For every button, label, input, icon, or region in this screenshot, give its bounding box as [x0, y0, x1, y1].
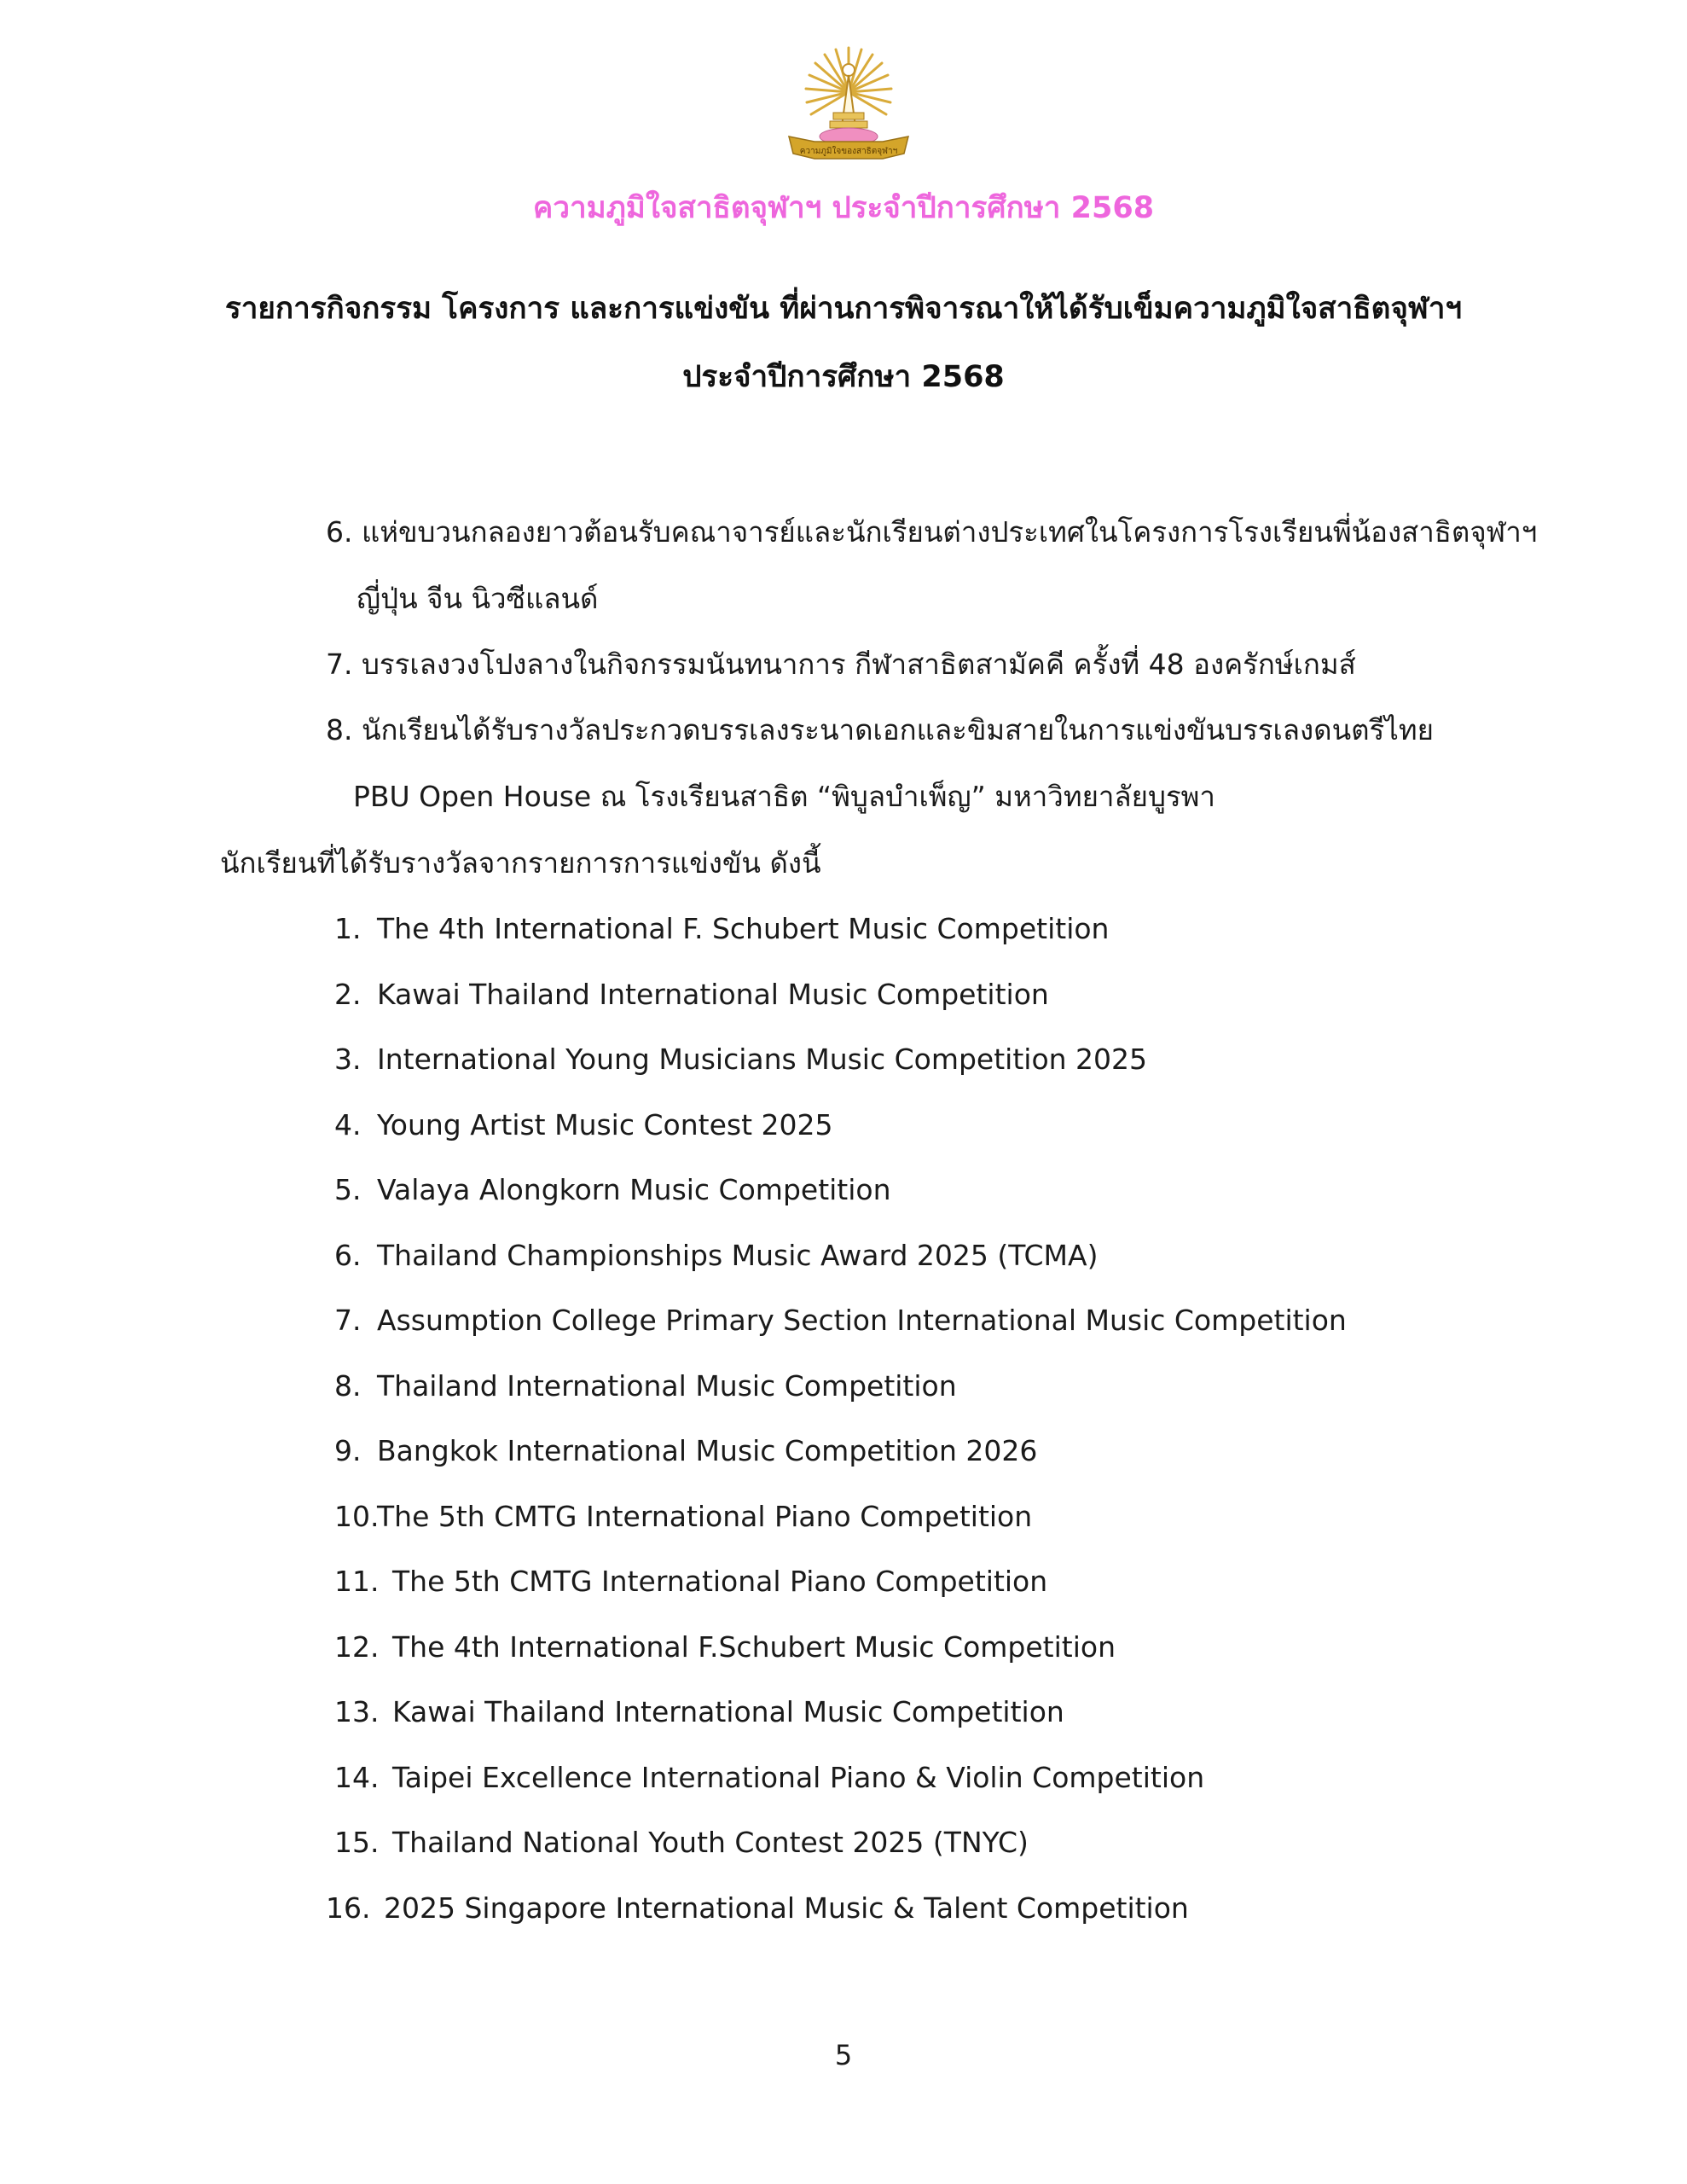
competition-list-item	[334, 1300, 1347, 1341]
competition-number: 15.	[334, 1826, 380, 1859]
competition-name: International Young Musicians Music Competition 2025	[377, 1043, 1148, 1076]
competition-list-item	[326, 1888, 1189, 1929]
competition-list-item	[334, 1496, 1032, 1537]
competition-number: 3.	[334, 1043, 362, 1076]
competition-name: Thailand National Youth Contest 2025 (TNYC)	[392, 1826, 1029, 1859]
school-emblem-logo	[763, 41, 934, 169]
competition-name: Bangkok International Music Competition 2026	[377, 1434, 1038, 1467]
activity-item: 8. นักเรียนได้รับรางวัลประกวดบรรเลงระนาดเอกและขิมสายในการแข่งขันบรรเลงดนตรีไทย	[326, 713, 1434, 746]
competition-name: Young Artist Music Contest 2025	[377, 1108, 833, 1141]
competition-name: Taipei Excellence International Piano & Violin Competition	[392, 1761, 1205, 1794]
competition-list-item	[334, 1105, 832, 1146]
competition-number: 14.	[334, 1761, 380, 1794]
competition-number: 9.	[334, 1434, 362, 1467]
activity-item: 6. แห่ขบวนกลองยาวต้อนรับคณาจารย์และนักเรียนต่างประเทศในโครงการโรงเรียนพี่น้องสาธิตจุฬาฯ	[326, 515, 1538, 549]
competition-number: 13.	[334, 1695, 380, 1728]
page-number: 5	[834, 2039, 853, 2071]
document-title	[0, 275, 1687, 411]
competition-name: The 4th International F.Schubert Music Competition	[392, 1630, 1116, 1664]
page-subtitle-pink: ความภูมิใจสาธิตจุฬาฯ ประจำปีการศึกษา 2568	[532, 191, 1155, 225]
competition-name: Kawai Thailand International Music Competition	[392, 1695, 1064, 1728]
competition-name: Kawai Thailand International Music Competition	[377, 978, 1049, 1011]
competition-name: 2025 Singapore International Music & Talent Competition	[384, 1891, 1189, 1925]
logo-ribbon-text: ความภูมิใจของสาธิตจุฬาฯ	[799, 147, 898, 156]
competition-list-item	[334, 1431, 1037, 1472]
document-title-line1: รายการกิจกรรม โครงการ และการแข่งขัน ที่ผ่านการพิจารณาให้ได้รับเข็มความภูมิใจสาธิตจุฬาฯ	[224, 292, 1463, 326]
competition-list-item	[334, 1561, 1047, 1602]
competition-number: 1.	[334, 912, 362, 945]
competition-number: 11.	[334, 1565, 380, 1598]
competition-number: 7.	[334, 1304, 362, 1337]
competition-list-item	[334, 1366, 957, 1407]
competition-name: Thailand Championships Music Award 2025 (TCMA)	[377, 1239, 1099, 1272]
competitions-intro: นักเรียนที่ได้รับรางวัลจากรายการการแข่งขัน ดังนี้	[220, 846, 821, 880]
competition-name: Assumption College Primary Section International Music Competition	[377, 1304, 1347, 1337]
competition-number: 16.	[326, 1891, 371, 1925]
competition-list-item	[334, 1627, 1116, 1668]
competition-number: 5.	[334, 1173, 362, 1206]
competition-number: 2.	[334, 978, 362, 1011]
competition-list-item	[334, 1822, 1029, 1863]
competition-name: The 4th International F. Schubert Music Competition	[377, 912, 1110, 945]
competition-name: Valaya Alongkorn Music Competition	[377, 1173, 891, 1206]
competition-number: 12.	[334, 1630, 380, 1664]
competition-name: Thailand International Music Competition	[377, 1369, 957, 1403]
activity-item-continuation: ญี่ปุ่น จีน นิวซีแลนด์	[357, 582, 599, 615]
competition-name: The 5th CMTG International Piano Competition	[377, 1500, 1033, 1533]
competition-name: The 5th CMTG International Piano Competition	[392, 1565, 1048, 1598]
competition-list-item	[334, 1170, 891, 1211]
competition-list-item	[334, 1039, 1147, 1080]
competition-list-item	[334, 909, 1109, 950]
competition-list-item	[334, 1757, 1204, 1798]
activity-item: 7. บรรเลงวงโปงลางในกิจกรรมนันทนาการ กีฬาสาธิตสามัคคี ครั้งที่ 48 องครักษ์เกมส์	[326, 648, 1356, 681]
competition-list-item	[334, 974, 1049, 1015]
competition-number: 6.	[334, 1239, 362, 1272]
activity-item-continuation: PBU Open House ณ โรงเรียนสาธิต “พิบูลบำเพ็ญ” มหาวิทยาลัยบูรพา	[353, 780, 1215, 813]
competition-number: 10.	[334, 1500, 380, 1533]
competition-list-item	[334, 1692, 1064, 1733]
competition-number: 8.	[334, 1369, 362, 1403]
document-title-line2: ประจำปีการศึกษา 2568	[682, 360, 1005, 394]
competition-list-item	[334, 1235, 1098, 1276]
competition-number: 4.	[334, 1108, 362, 1141]
